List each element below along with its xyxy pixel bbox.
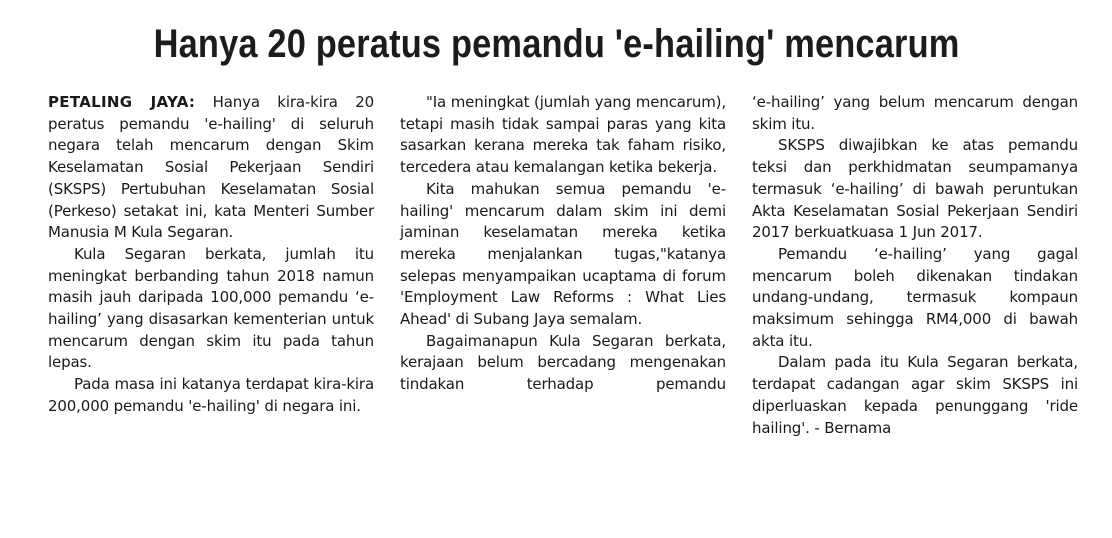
paragraph: Bagaimanapun Kula Segaran berkata, kerajaan belum bercadang mengenakan tindakan terhadap pemandu — [400, 331, 726, 394]
paragraph: "Ia meningkat (jumlah yang mencarum), tetapi masih tidak sampai paras yang kita sasarkan kerana mereka tak faham risiko, tercedera atau kemalangan ketika bekerja. — [400, 93, 726, 177]
paragraph: Kula Segaran berkata, jumlah itu meningkat berbanding tahun 2018 namun masih jauh daripada 100,000 pemandu ‘e-hailing’ yang disasarkan kementerian untuk mencarum dengan skim itu pada tahun lepas. — [48, 244, 374, 372]
paragraph: Pada masa ini katanya terdapat kira-kira 200,000 pemandu 'e-hailing' di negara ini. — [48, 375, 374, 415]
paragraph: ‘e-hailing’ yang belum mencarum dengan skim itu. — [752, 93, 1078, 133]
paragraph — [48, 92, 374, 244]
article-column-1 — [48, 92, 374, 472]
article-column-3 — [752, 92, 1078, 472]
dateline: PETALING JAYA: — [48, 93, 196, 111]
headline: Hanya 20 peratus pemandu 'e-hailing' mencarum — [153, 22, 960, 66]
paragraph: Dalam pada itu Kula Segaran berkata, terdapat cadangan agar skim SKSPS ini diperluaskan kepada penunggang 'ride hailing'. - Bernama — [752, 353, 1078, 437]
paragraph-text: Hanya kira-kira 20 peratus pemandu 'e-hailing' di seluruh negara telah mencarum dengan Skim Keselamatan Sosial Pekerjaan Sendiri (SKSPS) Pertubuhan Keselamatan Sosial (Perkeso) setakat ini, kata Menteri Sumber Manusia M Kula Segaran. — [48, 93, 374, 242]
article-column-2 — [400, 92, 726, 472]
paragraph: Kita mahukan semua pemandu 'e-hailing' mencarum dalam skim ini demi jaminan keselamatan mereka ketika mereka menjalankan tugas,"katanya selepas menyampaikan ucaptama di forum 'Employment Law Reforms : What Lies Ahead' di Subang Jaya semalam. — [400, 179, 726, 329]
paragraph: Pemandu ‘e-hailing’ yang gagal mencarum boleh dikenakan tindakan undang-undang, termasuk kompaun maksimum sehingga RM4,000 di bawah akta itu. — [752, 244, 1078, 350]
paragraph: SKSPS diwajibkan ke atas pemandu teksi dan perkhidmatan seumpamanya termasuk ‘e-hailing’ di bawah peruntukan Akta Keselamatan Sosial Pekerjaan Sendiri 2017 berkuatkuasa 1 Jun 2017. — [752, 136, 1078, 242]
